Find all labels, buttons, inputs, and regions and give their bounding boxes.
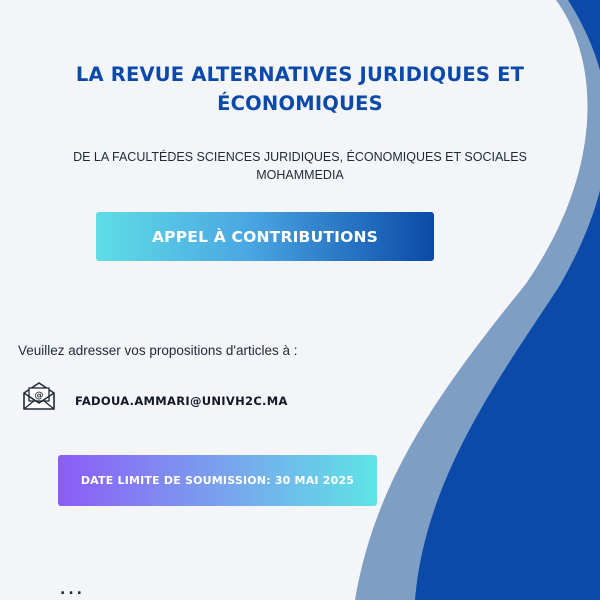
more-ellipsis: ... bbox=[60, 582, 85, 598]
deadline-label: DATE LIMITE DE SOUMISSION: 30 MAI 2025 bbox=[80, 474, 355, 487]
journal-title bbox=[20, 60, 580, 118]
journal-title-line1: LA REVUE ALTERNATIVES JURIDIQUES ET bbox=[75, 63, 525, 86]
envelope-at-icon bbox=[22, 381, 56, 411]
deadline-banner bbox=[58, 455, 377, 506]
faculty-subtitle-line1: DE LA FACULTÉDES SCIENCES JURIDIQUES, ÉCONOMIQUES ET SOCIALES bbox=[73, 150, 527, 164]
journal-title-line2: ÉCONOMIQUES bbox=[217, 92, 383, 115]
submission-instruction: Veuillez adresser vos propositions d'articles à : bbox=[18, 343, 298, 358]
faculty-subtitle-line2: MOHAMMEDIA bbox=[256, 168, 344, 182]
call-for-papers-banner bbox=[96, 212, 434, 261]
contact-email[interactable]: FADOUA.AMMARI@UNIVH2C.MA bbox=[75, 394, 288, 408]
call-for-papers-label: APPEL À CONTRIBUTIONS bbox=[151, 227, 379, 246]
faculty-subtitle bbox=[40, 148, 560, 184]
svg-text:@: @ bbox=[34, 391, 44, 401]
